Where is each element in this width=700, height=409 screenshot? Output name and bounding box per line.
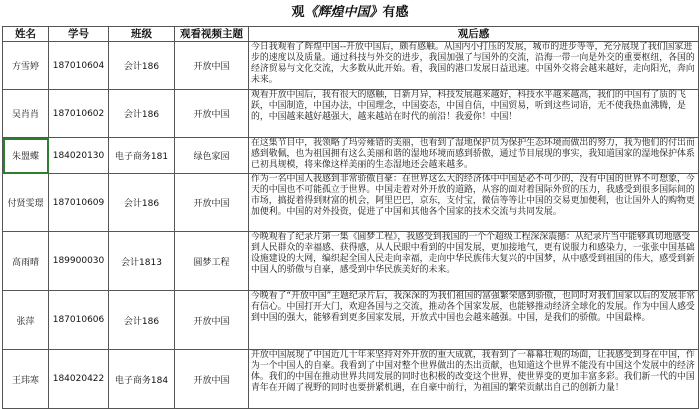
cell-student-id[interactable]: 187010604 bbox=[49, 42, 109, 90]
cell-student-id[interactable]: 187010602 bbox=[49, 90, 109, 138]
header-review[interactable]: 观后感 bbox=[249, 27, 699, 42]
cell-name[interactable]: 张萍 bbox=[3, 291, 49, 350]
table-row bbox=[3, 291, 699, 350]
cell-theme[interactable]: 绿色家园 bbox=[175, 138, 249, 174]
cell-class[interactable]: 会计186 bbox=[109, 174, 175, 232]
table-row bbox=[3, 232, 699, 291]
cell-review[interactable]: 在这集节目中，我领略了玛旁雍错的美丽，也看到了湿地保护员为保护生态环境而做出的努力，我为他们的付出而感到敬佩，也为祖国拥有这么美丽和谐的湿地环境而感到骄傲，通过节目展现的事实，我知道国家的湿地保护体系已初具规模，将来像这样美丽的生态湿地还会越来越多。 bbox=[249, 138, 699, 174]
cell-name[interactable]: 王玮寒 bbox=[3, 350, 49, 409]
header-name[interactable]: 姓名 bbox=[3, 27, 49, 42]
header-theme[interactable]: 观看视频主题 bbox=[175, 27, 249, 42]
cell-review[interactable]: 今晚看了“开放中国”主题纪录片后，我深深的为我们祖国的富强繁荣感到骄傲，也同时对我们国家以后的发展非常有信心。中国打开大门，欢迎各国与之交流，推动各个国家发展，也能够推动经济全球化的发展。作为中国人感受到中国的强大，能够看到更多国家发展，开放式中国也会越来越强。中国，是我们的骄傲。中国最棒。 bbox=[249, 291, 699, 350]
cell-class[interactable]: 会计186 bbox=[109, 291, 175, 350]
cell-theme[interactable]: 开放中国 bbox=[175, 291, 249, 350]
cell-name[interactable]: 付贤雯璟 bbox=[3, 174, 49, 232]
header-student-id[interactable]: 学号 bbox=[49, 27, 109, 42]
title-prefix: 观 bbox=[291, 5, 305, 20]
cell-review[interactable]: 今晚观看了纪录片第一集《圆梦工程》，我感受到我国的一个个超级工程深深震撼：从纪录片当中能够真切地感受到人民群众的幸福感、获得感，从人民眼中看到的中国发展，更加接地气，更有说服力和感染力，一张张中国基础设施建设的大网，编织起全国人民走向幸福，走向中华民族伟大复兴的中国梦，从中感受到祖国的伟大，感受到新中国人的骄傲与自豪，感受到中华民族美好的未来。 bbox=[249, 232, 699, 291]
cell-student-id[interactable]: 187010609 bbox=[49, 174, 109, 232]
table-row bbox=[3, 42, 699, 90]
cell-name[interactable]: 方雪婷 bbox=[3, 42, 49, 90]
cell-student-id[interactable]: 187010606 bbox=[49, 291, 109, 350]
cell-theme[interactable]: 开放中国 bbox=[175, 42, 249, 90]
cell-review[interactable]: 作为一名中国人我感到非常骄傲自豪：在世界这么大的经济体中中国是必不可少的，没有中国的世界不可想象，今天的中国也不可能孤立于世界。中国走着对外开放的道路，从容的面对着国际外贸的压力，我感受到很多国际间的市场，搞捉着得到财富的机会，阿里巴巴，京东，支付宝，微信等等让中国的交易更加便利，也让国外人的购物更加便利。中国的对外投资，促进了中国和其他各个国家的技术交流与共同发展。 bbox=[249, 174, 699, 232]
cell-review[interactable]: 开放中国展现了中国近几十年来坚持对外开放的重大成就，我看到了一幕幕壮观的场面，让我感受到身在中国，作为一个中国人的自豪。我看到了中国对整个世界做出的杰出贡献，也知道这个世界不能没有中国这个发展中的经济体。我们的中国在推动世界共同发展的同时也积极的改变这个世界，使世界变的更加丰富多彩。我们新一代的中国青年在开阔了视野的同时也要拼紧机遇，在自豪中前行，为祖国的繁荣贡献出自己的创新力量！ bbox=[249, 350, 699, 409]
cell-theme[interactable]: 开放中国 bbox=[175, 174, 249, 232]
cell-theme[interactable]: 开放中国 bbox=[175, 90, 249, 138]
cell-class[interactable]: 电子商务181 bbox=[109, 138, 175, 174]
cell-student-id[interactable]: 184020422 bbox=[49, 350, 109, 409]
table-row bbox=[3, 138, 699, 174]
table-row bbox=[3, 90, 699, 138]
sheet-title bbox=[0, 0, 700, 26]
header-class[interactable]: 班级 bbox=[109, 27, 175, 42]
review-table bbox=[2, 26, 699, 409]
cell-name-selected[interactable]: 朱盟蝶 bbox=[3, 138, 49, 174]
cell-theme[interactable]: 圆梦工程 bbox=[175, 232, 249, 291]
cell-review[interactable]: 今日我观看了辉煌中国--开放中国后，颇有感触。从国内小打压的发展，城市的进步等等，充分展现了我们国家进步的速度以及质量。通过科技与外交的进步，我国加强了与国外的交流，沿海一带一向是外交的重要枢纽，各国的经济贸易与文化交流，大多数从此开始。看，我国的港口发展日益迅速。中国外交将会越来越好，走向阳光，奔向未来。 bbox=[249, 42, 699, 90]
cell-name[interactable]: 吴肖肖 bbox=[3, 90, 49, 138]
cell-name[interactable]: 高雨晴 bbox=[3, 232, 49, 291]
table-row bbox=[3, 174, 699, 232]
title-suffix: 有感 bbox=[382, 5, 409, 20]
cell-class[interactable]: 会计1813 bbox=[109, 232, 175, 291]
cell-class[interactable]: 会计186 bbox=[109, 90, 175, 138]
header-row bbox=[3, 27, 699, 42]
title-book: 《辉煌中国》 bbox=[304, 5, 383, 20]
cell-student-id[interactable]: 184020130 bbox=[49, 138, 109, 174]
cell-class[interactable]: 电子商务184 bbox=[109, 350, 175, 409]
cell-review[interactable]: 观看开放中国后，我有很大的感触，日新月异，科技发展越来越好，科技水平越来越高，我们的中国有了质的飞跃，中国制造，中国办法，中国理念，中国姿态，中国自信，中国贸易，听到这些词语，无不使我热血沸腾，是的，中国越来越好越强大，越来越站在时代的前沿！我爱你！中国！ bbox=[249, 90, 699, 138]
cell-class[interactable]: 会计186 bbox=[109, 42, 175, 90]
cell-theme[interactable]: 开放中国 bbox=[175, 350, 249, 409]
cell-student-id[interactable]: 189900030 bbox=[49, 232, 109, 291]
